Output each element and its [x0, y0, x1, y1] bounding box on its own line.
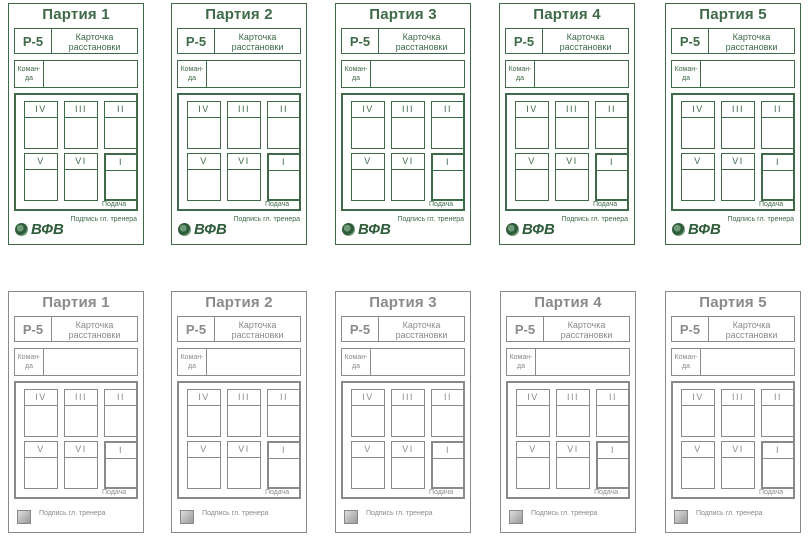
logo-text: ВФВ: [358, 221, 391, 238]
position-box-ii[interactable]: [104, 389, 138, 437]
position-number: V: [517, 442, 549, 458]
team-row: [341, 348, 465, 376]
position-box-ii[interactable]: [267, 389, 301, 437]
form-header: [341, 28, 465, 54]
position-number: II: [105, 102, 137, 118]
position-number: VI: [557, 442, 589, 458]
position-number: IV: [682, 390, 714, 406]
position-box-v[interactable]: [187, 153, 221, 201]
stamp-icon: [344, 510, 358, 524]
position-box-iii[interactable]: [555, 101, 589, 149]
card-title: Карточка расстановки: [68, 320, 121, 340]
team-row: [14, 348, 138, 376]
court-grid: [671, 93, 795, 211]
lineup-card: [335, 291, 471, 533]
stamp-icon: [17, 510, 31, 524]
form-code: Р-5: [342, 317, 379, 341]
position-number: I: [433, 443, 463, 459]
coach-signature-label: Подпись гл. тренера: [366, 510, 433, 517]
position-number: IV: [516, 102, 548, 118]
lineup-card: [665, 3, 801, 245]
position-number: V: [25, 442, 57, 458]
team-label: Коман- да: [672, 61, 701, 87]
position-number: VI: [722, 154, 754, 170]
position-number: V: [188, 154, 220, 170]
court-grid: [14, 381, 138, 499]
position-box-iv[interactable]: [515, 101, 549, 149]
position-box-iv[interactable]: [187, 389, 221, 437]
position-number: V: [682, 442, 714, 458]
position-number: I: [763, 155, 793, 171]
team-label: Коман- да: [15, 349, 44, 375]
position-box-ii[interactable]: [431, 101, 465, 149]
card-title: Карточка расстановки: [395, 320, 448, 340]
court-grid: [341, 381, 465, 499]
lineup-card: [665, 291, 801, 533]
position-number: V: [188, 442, 220, 458]
position-number: V: [682, 154, 714, 170]
team-field[interactable]: [207, 349, 300, 375]
form-code: Р-5: [15, 29, 52, 53]
party-title: Партия 3: [369, 294, 437, 311]
position-number: II: [762, 390, 794, 406]
position-box-v[interactable]: [515, 153, 549, 201]
position-box-vi[interactable]: [391, 441, 425, 489]
lineup-card: [500, 291, 636, 533]
card-title: Карточка расстановки: [231, 320, 284, 340]
serve-label: Подача: [102, 489, 127, 496]
position-box-i[interactable]: [595, 153, 629, 201]
position-number: IV: [25, 102, 57, 118]
coach-signature-label: Подпись гл. тренера: [202, 510, 269, 517]
team-row: [505, 60, 629, 88]
position-number: I: [106, 443, 136, 459]
position-box-vi[interactable]: [64, 441, 98, 489]
form-code: Р-5: [178, 317, 215, 341]
team-label: Коман- да: [672, 349, 701, 375]
position-number: III: [392, 102, 424, 118]
position-box-iv[interactable]: [24, 101, 58, 149]
position-box-iv[interactable]: [351, 389, 385, 437]
position-box-ii[interactable]: [595, 101, 629, 149]
serve-label: Подача: [429, 201, 454, 208]
serve-label: Подача: [429, 489, 454, 496]
position-number: II: [105, 390, 137, 406]
court-grid: [177, 93, 301, 211]
party-title: Партия 1: [42, 6, 110, 23]
position-box-iii[interactable]: [721, 389, 755, 437]
position-number: III: [722, 102, 754, 118]
card-title: Карточка расстановки: [725, 320, 778, 340]
position-box-iii[interactable]: [64, 101, 98, 149]
position-number: VI: [65, 154, 97, 170]
logo-text: ВФВ: [194, 221, 227, 238]
form-code: Р-5: [178, 29, 215, 53]
position-number: III: [392, 390, 424, 406]
position-box-iii[interactable]: [227, 389, 261, 437]
position-box-iii[interactable]: [556, 389, 590, 437]
form-header: [506, 316, 630, 342]
serve-label: Подача: [265, 489, 290, 496]
serve-label: Подача: [265, 201, 290, 208]
position-number: II: [432, 390, 464, 406]
card-title: Карточка расстановки: [395, 32, 448, 52]
position-box-i[interactable]: [431, 441, 465, 489]
position-number: II: [268, 390, 300, 406]
position-box-vi[interactable]: [64, 153, 98, 201]
position-number: VI: [722, 442, 754, 458]
position-number: V: [25, 154, 57, 170]
position-number: IV: [188, 102, 220, 118]
federation-logo: [178, 221, 227, 238]
card-title: Карточка расстановки: [68, 32, 121, 52]
position-number: VI: [392, 442, 424, 458]
lineup-card: [335, 3, 471, 245]
position-box-ii[interactable]: [104, 101, 138, 149]
team-row: [177, 348, 301, 376]
card-title: Карточка расстановки: [560, 320, 613, 340]
position-number: II: [762, 102, 794, 118]
position-number: IV: [188, 390, 220, 406]
team-field[interactable]: [701, 349, 794, 375]
position-number: III: [722, 390, 754, 406]
position-box-v[interactable]: [516, 441, 550, 489]
form-header: [671, 28, 795, 54]
position-box-ii[interactable]: [431, 389, 465, 437]
stamp-icon: [509, 510, 523, 524]
card-title: Карточка расстановки: [725, 32, 778, 52]
position-box-vi[interactable]: [227, 441, 261, 489]
team-row: [177, 60, 301, 88]
position-number: I: [269, 443, 299, 459]
position-number: II: [268, 102, 300, 118]
serve-label: Подача: [102, 201, 127, 208]
position-box-iii[interactable]: [227, 101, 261, 149]
team-label: Коман- да: [15, 61, 44, 87]
ball-icon: [672, 223, 685, 236]
coach-signature-label: Подпись гл. тренера: [531, 510, 598, 517]
position-box-iv[interactable]: [351, 101, 385, 149]
team-row: [671, 348, 795, 376]
position-number: I: [433, 155, 463, 171]
position-number: II: [597, 390, 629, 406]
position-box-iii[interactable]: [391, 101, 425, 149]
lineup-card: [8, 291, 144, 533]
form-code: Р-5: [15, 317, 52, 341]
stamp-icon: [674, 510, 688, 524]
position-box-iv[interactable]: [24, 389, 58, 437]
position-number: I: [598, 443, 628, 459]
court-grid: [177, 381, 301, 499]
form-header: [14, 316, 138, 342]
position-number: IV: [25, 390, 57, 406]
court-grid: [506, 381, 630, 499]
position-box-v[interactable]: [351, 441, 385, 489]
position-number: VI: [65, 442, 97, 458]
position-box-iv[interactable]: [187, 101, 221, 149]
position-box-i[interactable]: [267, 153, 301, 201]
court-grid: [14, 93, 138, 211]
logo-text: ВФВ: [522, 221, 555, 238]
position-number: V: [352, 154, 384, 170]
team-row: [341, 60, 465, 88]
position-number: III: [228, 390, 260, 406]
position-number: I: [106, 155, 136, 171]
coach-signature-label: Подпись гл. тренера: [233, 216, 300, 223]
position-box-vi[interactable]: [556, 441, 590, 489]
form-code: Р-5: [506, 29, 543, 53]
position-box-v[interactable]: [681, 441, 715, 489]
position-box-ii[interactable]: [596, 389, 630, 437]
form-code: Р-5: [507, 317, 544, 341]
position-box-vi[interactable]: [391, 153, 425, 201]
team-field[interactable]: [371, 61, 464, 87]
card-title: Карточка расстановки: [231, 32, 284, 52]
position-number: I: [763, 443, 793, 459]
position-box-v[interactable]: [24, 153, 58, 201]
federation-logo: [15, 221, 64, 238]
position-box-v[interactable]: [187, 441, 221, 489]
position-number: IV: [682, 102, 714, 118]
party-title: Партия 5: [699, 6, 767, 23]
position-box-vi[interactable]: [555, 153, 589, 201]
team-field[interactable]: [207, 61, 300, 87]
party-title: Партия 1: [42, 294, 110, 311]
position-number: VI: [228, 154, 260, 170]
position-box-v[interactable]: [351, 153, 385, 201]
team-field[interactable]: [536, 349, 629, 375]
court-grid: [341, 93, 465, 211]
party-title: Партия 4: [533, 6, 601, 23]
form-header: [671, 316, 795, 342]
coach-signature-label: Подпись гл. тренера: [397, 216, 464, 223]
form-code: Р-5: [672, 317, 709, 341]
logo-text: ВФВ: [688, 221, 721, 238]
ball-icon: [342, 223, 355, 236]
team-field[interactable]: [701, 61, 794, 87]
stamp-icon: [180, 510, 194, 524]
coach-signature-label: Подпись гл. тренера: [561, 216, 628, 223]
team-label: Коман- да: [342, 349, 371, 375]
position-number: IV: [352, 102, 384, 118]
form-code: Р-5: [672, 29, 709, 53]
serve-label: Подача: [593, 201, 618, 208]
ball-icon: [178, 223, 191, 236]
party-title: Партия 2: [205, 6, 273, 23]
federation-logo: [342, 221, 391, 238]
position-box-i[interactable]: [596, 441, 630, 489]
court-grid: [505, 93, 629, 211]
form-header: [505, 28, 629, 54]
position-box-v[interactable]: [681, 153, 715, 201]
form-header: [14, 28, 138, 54]
form-header: [177, 316, 301, 342]
position-number: IV: [517, 390, 549, 406]
coach-signature-label: Подпись гл. тренера: [70, 216, 137, 223]
team-label: Коман- да: [507, 349, 536, 375]
position-box-iii[interactable]: [721, 101, 755, 149]
position-box-iv[interactable]: [516, 389, 550, 437]
position-number: V: [516, 154, 548, 170]
position-number: III: [228, 102, 260, 118]
ball-icon: [506, 223, 519, 236]
position-box-iii[interactable]: [391, 389, 425, 437]
team-row: [671, 60, 795, 88]
position-number: VI: [228, 442, 260, 458]
position-box-iv[interactable]: [681, 389, 715, 437]
position-number: VI: [392, 154, 424, 170]
position-number: III: [557, 390, 589, 406]
federation-logo: [672, 221, 721, 238]
position-number: I: [597, 155, 627, 171]
position-box-vi[interactable]: [721, 153, 755, 201]
position-number: I: [269, 155, 299, 171]
position-number: V: [352, 442, 384, 458]
position-box-i[interactable]: [104, 153, 138, 201]
team-field[interactable]: [44, 61, 137, 87]
serve-label: Подача: [594, 489, 619, 496]
team-row: [506, 348, 630, 376]
position-number: III: [556, 102, 588, 118]
position-box-i[interactable]: [431, 153, 465, 201]
team-label: Коман- да: [178, 349, 207, 375]
team-field[interactable]: [371, 349, 464, 375]
position-box-i[interactable]: [267, 441, 301, 489]
ball-icon: [15, 223, 28, 236]
party-title: Партия 5: [699, 294, 767, 311]
team-label: Коман- да: [342, 61, 371, 87]
federation-logo: [506, 221, 555, 238]
position-box-vi[interactable]: [227, 153, 261, 201]
position-box-ii[interactable]: [267, 101, 301, 149]
logo-text: ВФВ: [31, 221, 64, 238]
court-grid: [671, 381, 795, 499]
position-box-v[interactable]: [24, 441, 58, 489]
position-box-iv[interactable]: [681, 101, 715, 149]
card-title: Карточка расстановки: [559, 32, 612, 52]
position-box-iii[interactable]: [64, 389, 98, 437]
position-number: III: [65, 390, 97, 406]
position-number: II: [596, 102, 628, 118]
position-number: II: [432, 102, 464, 118]
position-box-ii[interactable]: [761, 389, 795, 437]
position-number: III: [65, 102, 97, 118]
position-box-ii[interactable]: [761, 101, 795, 149]
coach-signature-label: Подпись гл. тренера: [39, 510, 106, 517]
coach-signature-label: Подпись гл. тренера: [727, 216, 794, 223]
lineup-card: [499, 3, 635, 245]
position-number: IV: [352, 390, 384, 406]
coach-signature-label: Подпись гл. тренера: [696, 510, 763, 517]
party-title: Партия 3: [369, 6, 437, 23]
position-number: VI: [556, 154, 588, 170]
team-label: Коман- да: [178, 61, 207, 87]
team-field[interactable]: [44, 349, 137, 375]
position-box-i[interactable]: [761, 441, 795, 489]
position-box-i[interactable]: [761, 153, 795, 201]
team-field[interactable]: [535, 61, 628, 87]
lineup-card: [8, 3, 144, 245]
lineup-card: [171, 291, 307, 533]
lineup-card: [171, 3, 307, 245]
party-title: Партия 4: [534, 294, 602, 311]
form-header: [341, 316, 465, 342]
serve-label: Подача: [759, 201, 784, 208]
team-row: [14, 60, 138, 88]
position-box-i[interactable]: [104, 441, 138, 489]
party-title: Партия 2: [205, 294, 273, 311]
position-box-vi[interactable]: [721, 441, 755, 489]
form-header: [177, 28, 301, 54]
serve-label: Подача: [759, 489, 784, 496]
form-code: Р-5: [342, 29, 379, 53]
team-label: Коман- да: [506, 61, 535, 87]
